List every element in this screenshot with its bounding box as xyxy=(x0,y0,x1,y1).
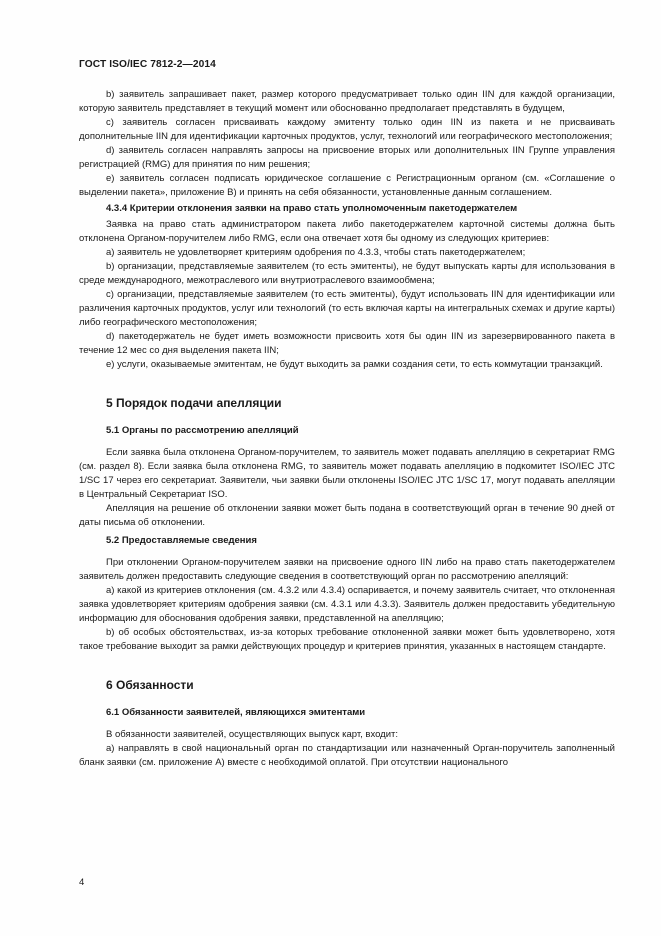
list-item: b) организации, представляемые заявителем (то есть эмитенты), не будут выпускать карты для использования в среде международного, межотраслевого или внутриотраслевого взаимообмена; xyxy=(79,261,615,286)
paragraph: Заявка на право стать администратором пакета либо пакетодержателем карточной системы должна быть отклонена Органом-поручителем либо RMG, если она отвечает хотя бы одному из следующих критериев: xyxy=(79,219,615,244)
page-number: 4 xyxy=(79,877,85,888)
section-heading-5-2: 5.2 Предоставляемые сведения xyxy=(106,535,257,546)
section-heading-5-1: 5.1 Органы по рассмотрению апелляций xyxy=(106,425,299,436)
paragraph: Апелляция на решение об отклонении заявки может быть подана в соответствующий орган в течение 90 дней от даты письма об отклонении. xyxy=(79,503,615,528)
list-item: d) пакетодержатель не будет иметь возможности присвоить хотя бы один IIN из зарезервированного пакета в течение 12 мес со дня выделения пакета IIN; xyxy=(79,331,615,356)
list-item: c) организации, представляемые заявителем (то есть эмитенты), будут использовать IIN для идентификации или различения карточных продуктов, услуг или технологий (то есть включая карты на интегральных схемах и другие карты) либо географического местоположения; xyxy=(79,289,615,328)
paragraph: В обязанности заявителей, осуществляющих выпуск карт, входит: xyxy=(106,729,399,740)
list-item: a) направлять в свой национальный орган по стандартизации или назначенный Орган-поручитель заполненный бланк заявки (см. приложение А) вместе с необходимой оплатой. При отсутствии национального xyxy=(79,743,615,768)
list-item: a) заявитель не удовлетворяет критериям одобрения по 4.3.3, чтобы стать пакетодержателем; xyxy=(106,247,526,258)
paragraph: Если заявка была отклонена Органом-поручителем, то заявитель может подавать апелляцию в секретариат RMG (см. раздел 8). Если заявка была отклонена RMG, то заявитель может подавать апелляцию в подкомитет ISO/IEC JTC 1/SC 17 через его секретариат. Заявители, чьи заявки были отклонены ISO/IEC JTC 1/SC 17, могут подавать апелляции в Центральный Секретариат ISO. xyxy=(79,447,615,500)
paragraph: При отклонении Органом-поручителем заявки на присвоение одного IIN либо на право стать пакетодержателем заявитель должен предоставить следующие сведения в соответствующий орган по рассмотрению апелляций: xyxy=(79,557,615,582)
list-item: b) об особых обстоятельствах, из-за которых требование отклоненной заявки может быть удовлетворено, хотя такое требование выходит за рамки действующих процедур и критериев принятия, указанных в настоящем стандарте. xyxy=(79,627,615,652)
paragraph: b) заявитель запрашивает пакет, размер которого предусматривает только один IIN для каждой организации, которую заявитель представляет в текущий момент или обоснованно предполагает представлять в будущем, xyxy=(79,89,615,114)
list-item: e) услуги, оказываемые эмитентам, не будут выходить за рамки создания сети, то есть коммутации транзакций. xyxy=(106,359,603,370)
section-heading-6-1: 6.1 Обязанности заявителей, являющихся эмитентами xyxy=(106,707,366,718)
section-heading-5: 5 Порядок подачи апелляции xyxy=(106,396,282,410)
page-content xyxy=(79,88,615,770)
section-heading-4-3-4: 4.3.4 Критерии отклонения заявки на право стать уполномоченным пакетодержателем xyxy=(106,203,518,214)
document-header: ГОСТ ISO/IEC 7812-2—2014 xyxy=(79,59,216,70)
section-heading-6: 6 Обязанности xyxy=(106,678,194,692)
paragraph: c) заявитель согласен присваивать каждому эмитенту только один IIN из пакета и не присваивать дополнительные IIN для идентификации карточных продуктов, услуг, технологий или географического местоположения; xyxy=(79,117,615,142)
list-item: a) какой из критериев отклонения (см. 4.3.2 или 4.3.4) оспаривается, и почему заявитель считает, что отклоненная заявка удовлетворяет критериям одобрения заявки (см. 4.3.1 или 4.3.3). Заявитель должен предоставить убедительную информацию для обоснования одобрения заявки, представленной на апелляцию; xyxy=(79,585,615,624)
paragraph: e) заявитель согласен подписать юридическое соглашение с Регистрационным органом (см. «Соглашение о выделении пакета», приложение В) и принять на себя обязанности, установленные данным соглашением. xyxy=(79,173,615,198)
paragraph: d) заявитель согласен направлять запросы на присвоение вторых или дополнительных IIN Группе управления регистрацией (RMG) для принятия по ним решения; xyxy=(79,145,615,170)
